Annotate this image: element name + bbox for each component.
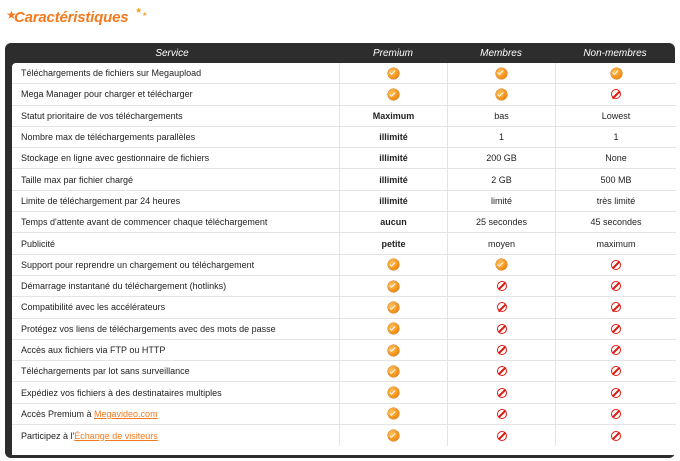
header-service: Service — [155, 47, 189, 59]
non-membres-cell — [555, 255, 676, 275]
service-cell — [12, 361, 339, 381]
value-text: petite — [381, 238, 406, 249]
non-membres-cell — [555, 361, 676, 381]
value-text: 25 secondes — [475, 217, 528, 228]
table-row — [12, 276, 676, 297]
non-membres-cell — [555, 212, 676, 232]
star-icon: ★ — [6, 8, 17, 22]
table-row — [12, 148, 676, 169]
prohibited-icon — [497, 345, 507, 355]
membres-cell — [447, 276, 555, 296]
premium-cell — [339, 106, 447, 126]
check-circle-icon — [496, 259, 507, 270]
prohibited-icon — [611, 366, 621, 376]
premium-cell — [339, 255, 447, 275]
prohibited-icon — [611, 324, 621, 334]
table-header — [5, 43, 675, 63]
value-text: 500 MB — [600, 174, 632, 185]
value-text: 45 secondes — [590, 217, 642, 228]
value-text: limité — [490, 195, 512, 206]
service-link[interactable]: Échange de visiteurs — [74, 430, 158, 441]
premium-cell — [339, 233, 447, 253]
prohibited-icon — [497, 409, 507, 419]
value-text: 2 GB — [491, 174, 512, 185]
membres-cell — [447, 106, 555, 126]
non-membres-cell — [555, 340, 676, 360]
prohibited-icon — [611, 302, 621, 312]
prohibited-icon — [611, 409, 621, 419]
table-row — [12, 63, 676, 84]
page-title: Caractéristiques — [14, 9, 129, 26]
value-text: aucun — [380, 217, 407, 228]
prohibited-icon — [611, 431, 621, 441]
membres-cell — [447, 148, 555, 168]
check-circle-icon — [611, 68, 622, 79]
table-row — [12, 191, 676, 212]
service-cell — [12, 106, 339, 126]
prohibited-icon — [611, 345, 621, 355]
table-row — [12, 255, 676, 276]
prohibited-icon — [497, 302, 507, 312]
check-circle-icon — [388, 302, 399, 313]
table-row — [12, 169, 676, 190]
membres-cell — [447, 127, 555, 147]
premium-cell — [339, 361, 447, 381]
table-row — [12, 212, 676, 233]
non-membres-cell — [555, 148, 676, 168]
service-cell — [12, 340, 339, 360]
premium-cell — [339, 340, 447, 360]
prohibited-icon — [497, 324, 507, 334]
check-circle-icon — [388, 408, 399, 419]
header-non-membres: Non-membres — [583, 47, 647, 59]
check-circle-icon — [388, 387, 399, 398]
check-circle-icon — [388, 281, 399, 292]
service-cell — [12, 297, 339, 317]
non-membres-cell — [555, 404, 676, 424]
service-label: Compatibilité avec les accélérateurs — [21, 302, 166, 313]
service-label: Taille max par fichier chargé — [21, 174, 134, 185]
non-membres-cell — [555, 319, 676, 339]
premium-cell — [339, 404, 447, 424]
service-cell — [12, 212, 339, 232]
premium-cell — [339, 191, 447, 211]
table-row — [12, 84, 676, 105]
service-cell — [12, 319, 339, 339]
service-cell — [12, 382, 339, 402]
membres-cell — [447, 191, 555, 211]
check-circle-icon — [388, 323, 399, 334]
service-label: Démarrage instantané du téléchargement (hotlinks) — [21, 281, 227, 292]
table-row — [12, 319, 676, 340]
premium-cell — [339, 84, 447, 104]
header-membres: Membres — [480, 47, 522, 59]
premium-cell — [339, 127, 447, 147]
table-row — [12, 425, 676, 446]
service-label: Téléchargements de fichiers sur Megaupload — [21, 68, 202, 79]
comparison-table — [5, 43, 675, 458]
check-circle-icon — [388, 68, 399, 79]
value-text: illimité — [379, 195, 408, 206]
premium-cell — [339, 169, 447, 189]
membres-cell — [447, 404, 555, 424]
check-circle-icon — [388, 345, 399, 356]
prohibited-icon — [497, 281, 507, 291]
non-membres-cell — [555, 297, 676, 317]
service-link[interactable]: Megavideo.com — [94, 408, 158, 419]
premium-cell — [339, 319, 447, 339]
service-cell — [12, 404, 339, 424]
non-membres-cell — [555, 191, 676, 211]
value-text: illimité — [379, 153, 408, 164]
value-text: maximum — [596, 238, 636, 249]
service-cell — [12, 63, 339, 83]
table-row — [12, 382, 676, 403]
service-cell — [12, 255, 339, 275]
service-cell — [12, 233, 339, 253]
service-label: Temps d'attente avant de commencer chaque téléchargement — [21, 217, 268, 228]
service-cell — [12, 127, 339, 147]
service-label: Stockage en ligne avec gestionnaire de fichiers — [21, 153, 210, 164]
premium-cell — [339, 63, 447, 83]
service-cell — [12, 169, 339, 189]
membres-cell — [447, 169, 555, 189]
table-row — [12, 361, 676, 382]
service-cell — [12, 425, 339, 446]
table-row — [12, 106, 676, 127]
prohibited-icon — [497, 431, 507, 441]
premium-cell — [339, 212, 447, 232]
service-label: Participez à l' — [21, 430, 75, 441]
prohibited-icon — [611, 89, 621, 99]
check-circle-icon — [496, 89, 507, 100]
membres-cell — [447, 382, 555, 402]
table-row — [12, 233, 676, 254]
non-membres-cell — [555, 425, 676, 446]
service-label: Accès Premium à — [21, 408, 95, 419]
service-label: Téléchargements par lot sans surveillance — [21, 366, 190, 377]
check-circle-icon — [388, 366, 399, 377]
non-membres-cell — [555, 106, 676, 126]
star-icon: ★ — [135, 6, 143, 15]
membres-cell — [447, 340, 555, 360]
membres-cell — [447, 425, 555, 446]
premium-cell — [339, 425, 447, 446]
value-text: 1 — [498, 132, 504, 143]
value-text: Maximum — [372, 110, 415, 121]
membres-cell — [447, 361, 555, 381]
value-text: 1 — [613, 132, 619, 143]
premium-cell — [339, 276, 447, 296]
header-premium: Premium — [372, 47, 413, 59]
value-text: illimité — [379, 132, 408, 143]
prohibited-icon — [497, 388, 507, 398]
non-membres-cell — [555, 127, 676, 147]
membres-cell — [447, 212, 555, 232]
check-circle-icon — [388, 259, 399, 270]
service-cell — [12, 84, 339, 104]
non-membres-cell — [555, 169, 676, 189]
service-cell — [12, 276, 339, 296]
value-text: None — [605, 153, 627, 164]
service-cell — [12, 191, 339, 211]
value-text: bas — [494, 110, 509, 121]
premium-cell — [339, 148, 447, 168]
membres-cell — [447, 297, 555, 317]
service-label: Protégez vos liens de téléchargements avec des mots de passe — [21, 323, 276, 334]
check-circle-icon — [388, 430, 399, 441]
service-label: Publicité — [21, 238, 56, 249]
value-text: illimité — [379, 174, 408, 185]
table-row — [12, 340, 676, 361]
check-circle-icon — [388, 89, 399, 100]
non-membres-cell — [555, 233, 676, 253]
service-label: Support pour reprendre un chargement ou téléchargement — [21, 259, 255, 270]
service-label: Expédiez vos fichiers à des destinataires multiples — [21, 387, 222, 398]
table-row — [12, 404, 676, 425]
prohibited-icon — [611, 260, 621, 270]
prohibited-icon — [611, 281, 621, 291]
membres-cell — [447, 63, 555, 83]
non-membres-cell — [555, 84, 676, 104]
table-body — [12, 63, 676, 455]
table-row — [12, 127, 676, 148]
service-label: Nombre max de téléchargements parallèles — [21, 132, 196, 143]
membres-cell — [447, 84, 555, 104]
service-label: Limite de téléchargement par 24 heures — [21, 195, 181, 206]
table-row — [12, 297, 676, 318]
service-label: Statut prioritaire de vos téléchargements — [21, 110, 183, 121]
value-text: très limité — [596, 195, 636, 206]
prohibited-icon — [497, 366, 507, 376]
premium-cell — [339, 382, 447, 402]
non-membres-cell — [555, 276, 676, 296]
star-icon: ★ — [142, 12, 148, 18]
membres-cell — [447, 319, 555, 339]
value-text: Lowest — [601, 110, 631, 121]
premium-cell — [339, 297, 447, 317]
membres-cell — [447, 233, 555, 253]
non-membres-cell — [555, 63, 676, 83]
service-label: Accès aux fichiers via FTP ou HTTP — [21, 345, 166, 355]
value-text: 200 GB — [486, 153, 517, 164]
membres-cell — [447, 255, 555, 275]
prohibited-icon — [611, 388, 621, 398]
check-circle-icon — [496, 68, 507, 79]
value-text: moyen — [487, 238, 515, 249]
service-cell — [12, 148, 339, 168]
non-membres-cell — [555, 382, 676, 402]
service-label: Mega Manager pour charger et télécharger — [21, 89, 193, 100]
section-title — [4, 4, 204, 30]
